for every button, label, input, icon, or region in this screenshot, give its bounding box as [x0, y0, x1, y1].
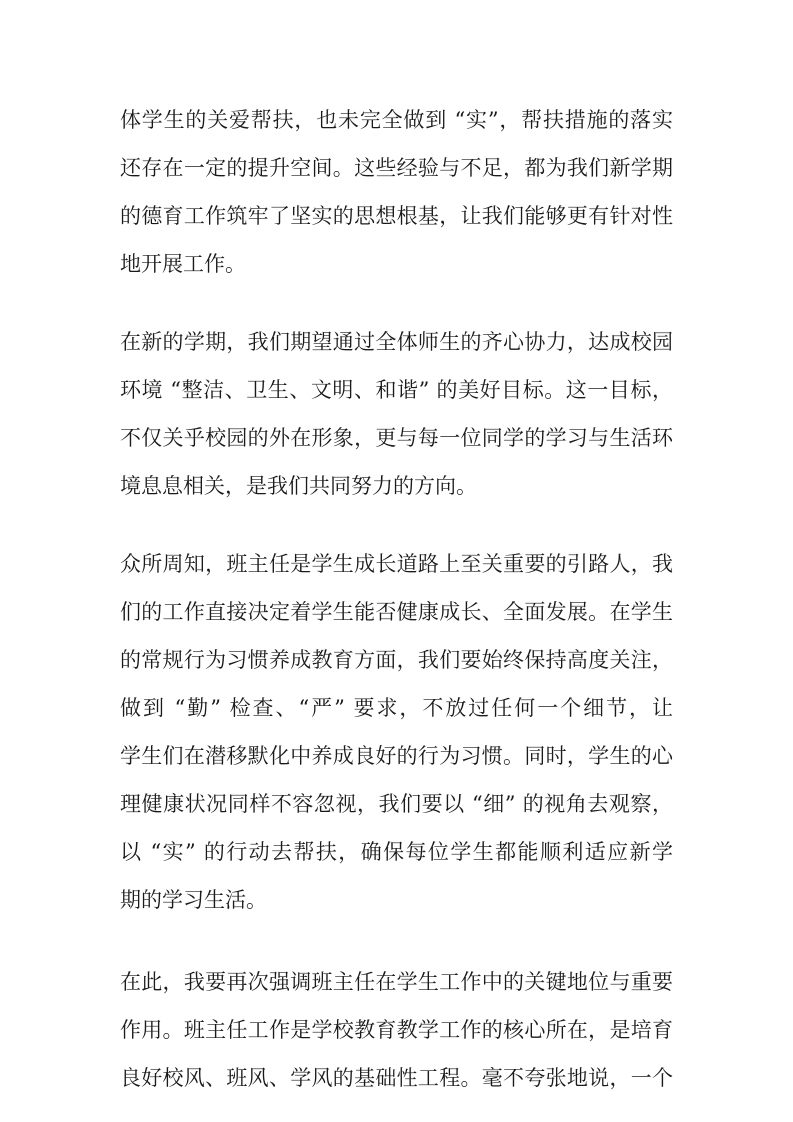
text-line: 以 “实” 的行动去帮扶，确保每位学生都能顺利适应新学: [120, 840, 673, 864]
text-line: 理健康状况同样不容忽视，我们要以 “细” 的视角去观察，: [120, 792, 673, 816]
text-line: 众所周知，班主任是学生成长道路上至关重要的引路人，我: [120, 552, 673, 576]
text-line: 不仅关乎校园的外在形象，更与每一位同学的学习与生活环: [120, 426, 673, 450]
text-line: 作用。班主任工作是学校教育教学工作的核心所在，是培育: [120, 1018, 673, 1042]
text-line: 在新的学期，我们期望通过全体师生的齐心协力，达成校园: [120, 330, 673, 354]
text-line: 学生们在潜移默化中养成良好的行为习惯。同时，学生的心: [120, 744, 673, 768]
text-line: 期的学习生活。: [120, 888, 267, 912]
text-line: 境息息相关，是我们共同努力的方向。: [120, 474, 477, 498]
text-line: 体学生的关爱帮扶，也未完全做到 “实”，帮扶措施的落实: [120, 108, 673, 132]
text-line: 的德育工作筑牢了坚实的思想根基，让我们能够更有针对性: [120, 204, 673, 228]
text-line: 良好校风、班风、学风的基础性工程。毫不夸张地说，一个: [120, 1066, 673, 1090]
text-line: 做到 “勤” 检查、“严” 要求，不放过任何一个细节，让: [120, 696, 673, 720]
text-line: 环境 “整洁、卫生、文明、和谐” 的美好目标。这一目标，: [120, 378, 673, 402]
text-line: 还存在一定的提升空间。这些经验与不足，都为我们新学期: [120, 156, 673, 180]
text-line: 在此，我要再次强调班主任在学生工作中的关键地位与重要: [120, 970, 673, 994]
text-line: 地开展工作。: [120, 252, 246, 276]
text-line: 们的工作直接决定着学生能否健康成长、全面发展。在学生: [120, 600, 673, 624]
text-line: 的常规行为习惯养成教育方面，我们要始终保持高度关注，: [120, 648, 673, 672]
